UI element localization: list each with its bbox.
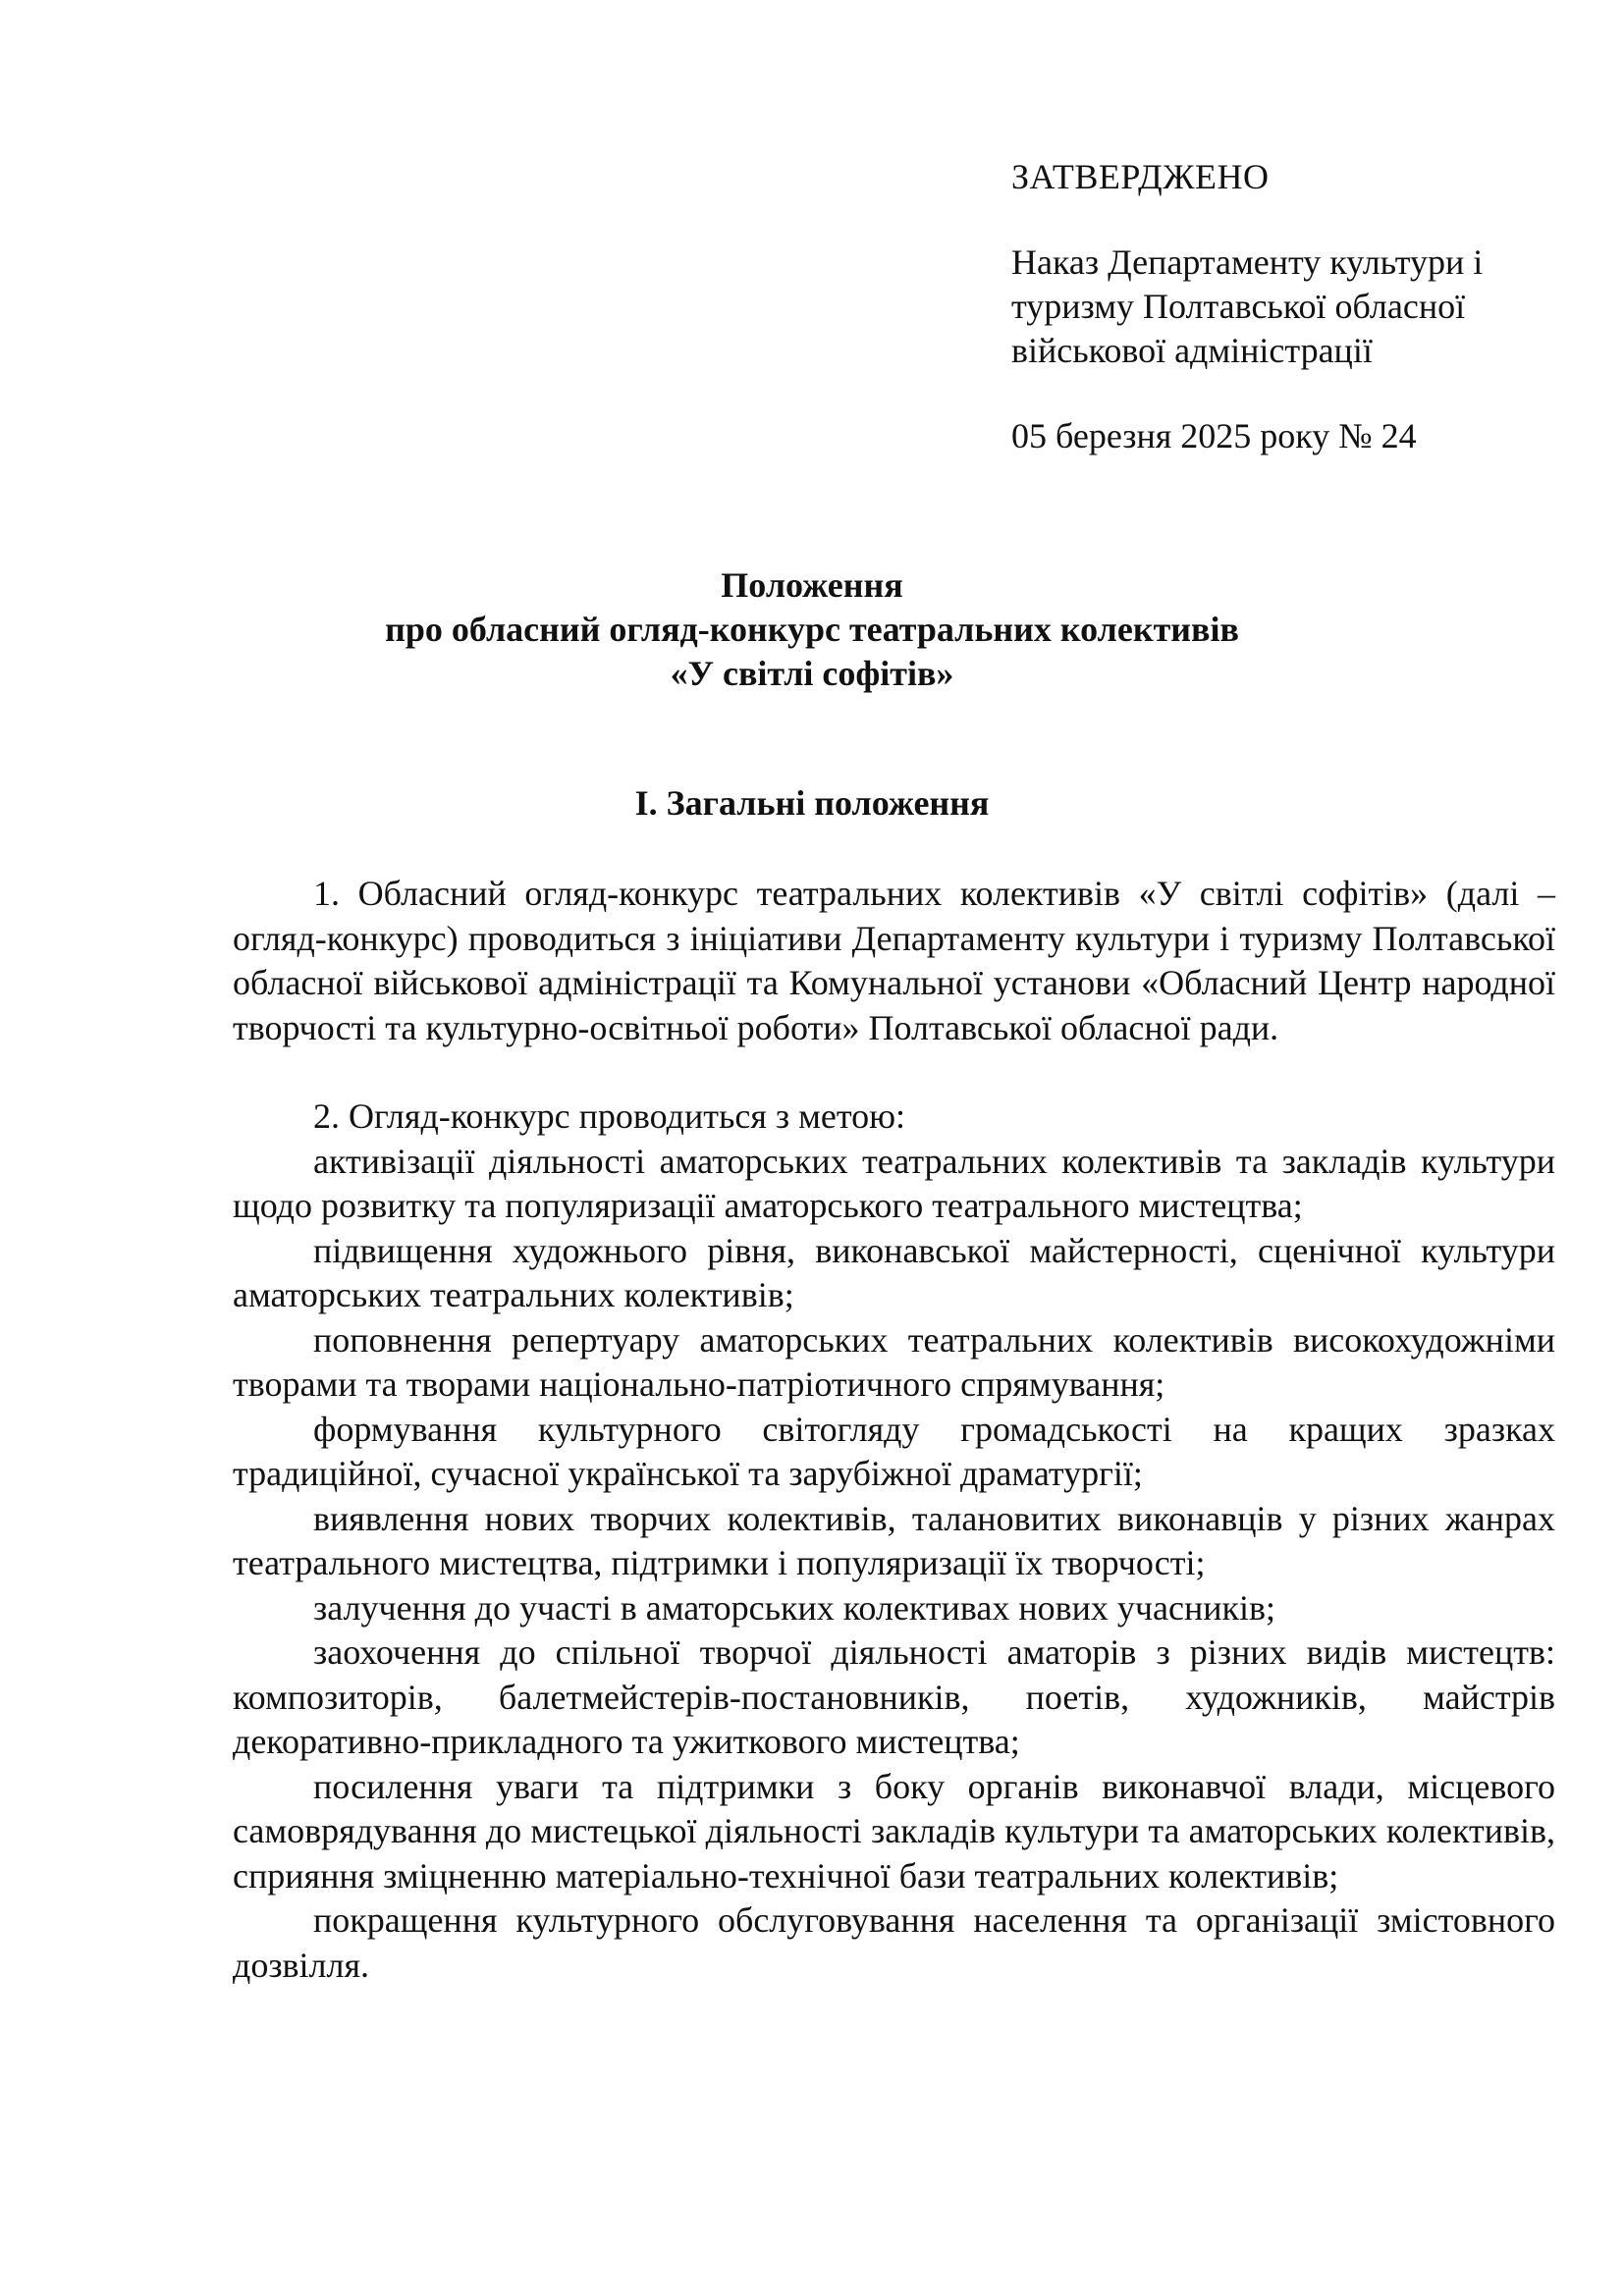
- paragraph-1: 1. Обласний огляд-конкурс театральних колективів «У світлі софітів» (далі – огляд-конкурс) проводиться з ініціативи Департаменту культури і туризму Полтавської обласної військової адміністрації та Комунальної установи «Обласний Центр народної творчості та культурно-освітньої роботи» Полтавської обласної ради.: [233, 874, 1555, 1047]
- goal-item: активізації діяльності аматорських театральних колективів та закладів культури щодо розвитку та популяризації аматорського театрального мистецтва;: [233, 1141, 1555, 1225]
- goal-item: виявлення нових творчих колективів, талановитих виконавців у різних жанрах театрального мистецтва, підтримки і популяризації їх творчості;: [233, 1498, 1555, 1582]
- approval-block: [1011, 155, 1561, 458]
- title-line-2: про обласний огляд-конкурс театральних колективів: [385, 610, 1239, 649]
- goal-item: покращення культурного обслуговування населення та організації змістовного дозвілля.: [233, 1900, 1555, 1985]
- goal-item: поповнення репертуару аматорських театральних колективів високохудожніми творами та творами національно-патріотичного спрямування;: [233, 1319, 1555, 1404]
- paragraph-2-intro: 2. Огляд-конкурс проводиться з метою:: [313, 1096, 906, 1136]
- title-line-1: Положення: [721, 565, 903, 605]
- approval-stamp: ЗАТВЕРДЖЕНО: [1011, 157, 1270, 196]
- goal-item: формування культурного світогляду громадськості на кращих зразках традиційної, сучасної української та зарубіжної драматургії;: [233, 1409, 1555, 1493]
- goal-item: посилення уваги та підтримки з боку органів виконавчої влади, місцевого самоврядування до мистецької діяльності закладів культури та аматорських колективів, сприяння зміцненню матеріально-технічної бази театральних колективів;: [233, 1766, 1555, 1896]
- document-title: [0, 563, 1624, 696]
- goal-item: підвищення художнього рівня, виконавської майстерності, сценічної культури аматорських театральних колективів;: [233, 1230, 1555, 1314]
- approval-order: Наказ Департаменту культури і туризму Полтавської обласної військової адміністрації: [1011, 242, 1484, 370]
- title-line-3: «У світлі софітів»: [670, 654, 954, 693]
- document-body: [233, 872, 1555, 1988]
- goal-item: залучення до участі в аматорських колективах нових учасників;: [313, 1587, 1275, 1628]
- approval-date: 05 березня 2025 року № 24: [1011, 416, 1417, 455]
- section-heading: I. Загальні положення: [634, 783, 990, 823]
- goal-item: заохочення до спільної творчої діяльності аматорів з різних видів мистецтв: композиторів, балетмейстерів-постановників, поетів, художників, майстрів декоративно-прикладного та ужиткового мистецтва;: [233, 1632, 1555, 1761]
